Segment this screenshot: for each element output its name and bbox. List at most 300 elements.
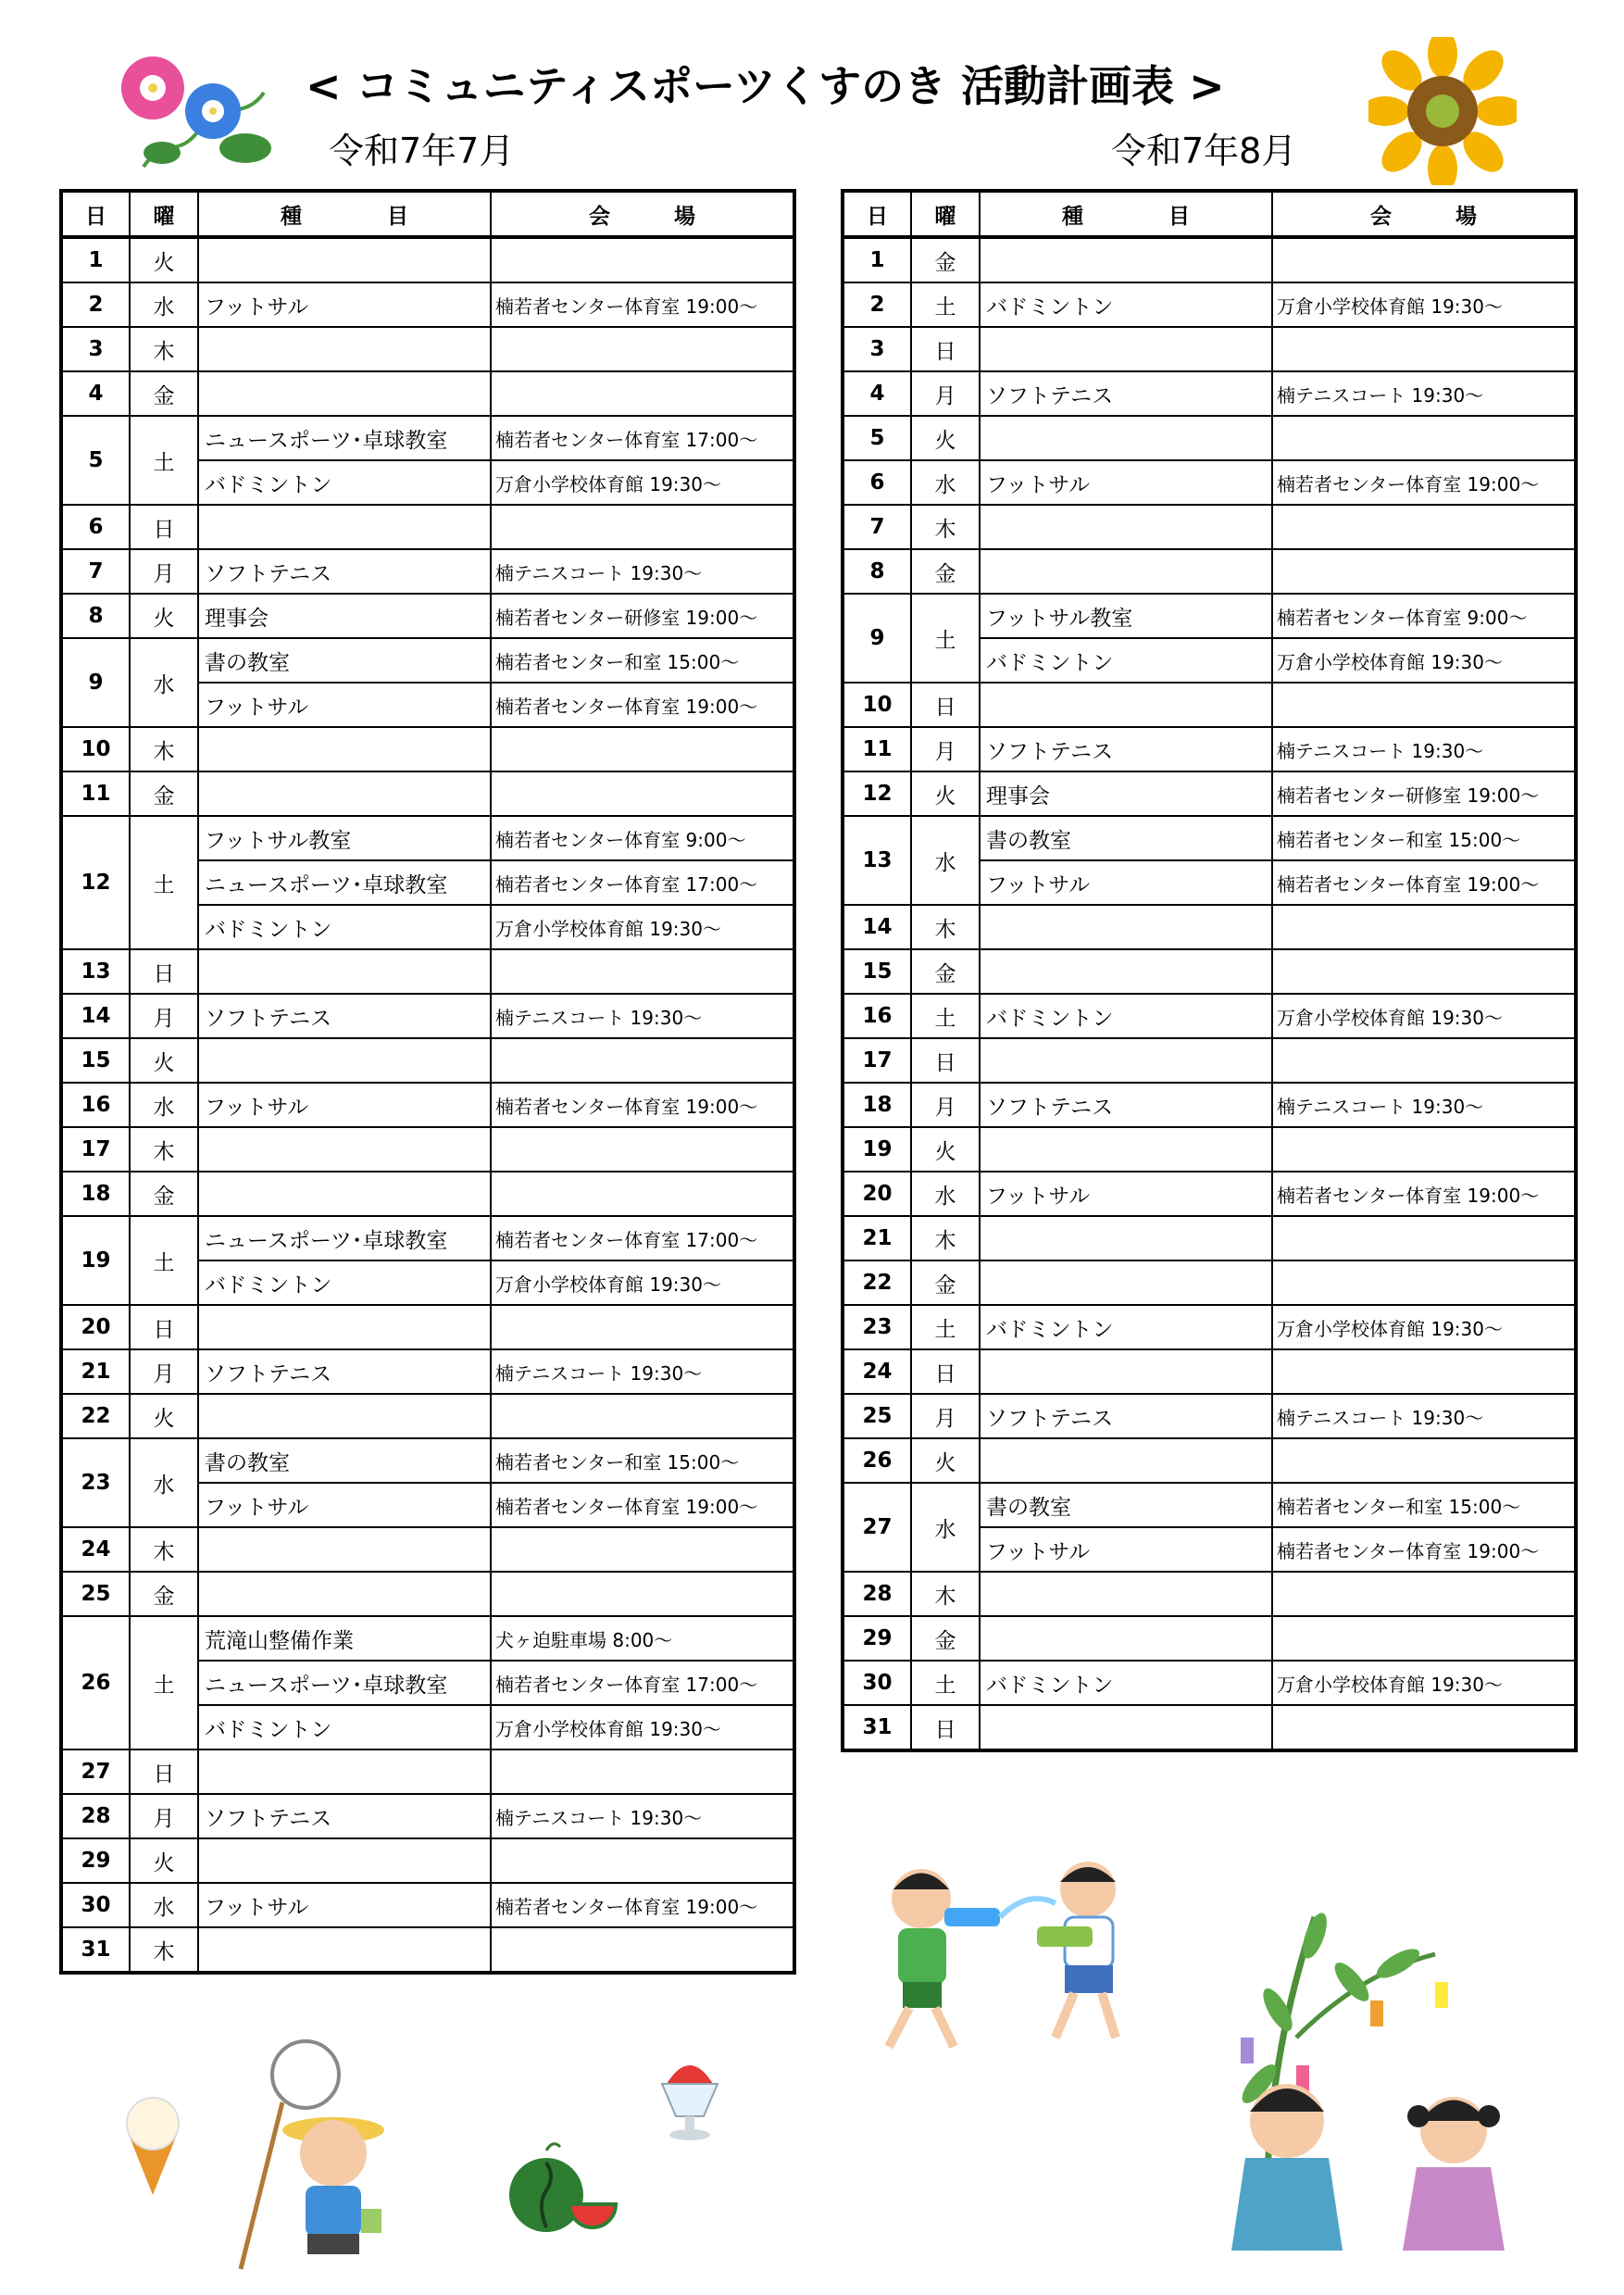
venue-cell [1272,1260,1576,1305]
table-row [61,638,794,683]
venue-cell: 楠若者センター体育室 17:00〜 [491,860,794,905]
weekday-cell: 金 [130,371,198,416]
table-row [843,1216,1576,1260]
table-row [61,816,794,860]
venue-cell [491,1038,794,1083]
header-weekday: 曜 [130,191,198,237]
table-row [843,549,1576,594]
weekday-cell: 日 [911,1705,980,1750]
table-row [61,1838,794,1883]
day-cell: 26 [843,1438,911,1483]
event-cell: バドミントン [198,460,491,505]
table-row [61,1794,794,1838]
weekday-cell: 土 [130,1616,198,1749]
venue-cell: 楠テニスコート 19:30〜 [1272,1394,1576,1438]
table-header-row [843,191,1576,237]
venue-cell [1272,1705,1576,1750]
venue-cell: 楠テニスコート 19:30〜 [491,1349,794,1394]
header-day: 日 [61,191,130,237]
event-cell: バドミントン [980,994,1272,1038]
table-row [843,1127,1576,1172]
table-row [61,594,794,638]
weekday-cell: 火 [130,1394,198,1438]
event-cell: ソフトテニス [198,1794,491,1838]
table-row [843,1083,1576,1127]
event-cell: バドミントン [198,1705,491,1749]
watermelon-icon [505,2139,620,2241]
day-cell: 17 [843,1038,911,1083]
weekday-cell: 火 [911,771,980,816]
header-event: 種 目 [198,191,491,237]
day-cell: 26 [61,1616,130,1749]
event-cell: ソフトテニス [980,727,1272,771]
event-cell [980,327,1272,371]
event-cell: フットサル教室 [980,594,1272,638]
weekday-cell: 月 [911,371,980,416]
day-cell: 22 [843,1260,911,1305]
table-row [843,416,1576,460]
venue-cell [1272,327,1576,371]
event-cell [980,949,1272,994]
event-cell [980,237,1272,282]
day-cell: 22 [61,1394,130,1438]
venue-cell: 楠若者センター体育室 19:00〜 [1272,1527,1576,1572]
page-title: < コミュニティスポーツくすのき 活動計画表 > [306,61,1225,111]
table-row [61,549,794,594]
table-row [843,683,1576,727]
venue-cell [1272,1038,1576,1083]
venue-cell: 万倉小学校体育館 19:30〜 [491,905,794,949]
event-cell: ニュースポーツ･卓球教室 [198,1661,491,1705]
event-cell: バドミントン [980,1661,1272,1705]
event-cell: バドミントン [980,282,1272,327]
event-cell [980,1216,1272,1260]
table-row [843,1038,1576,1083]
venue-cell [491,237,794,282]
event-cell: 書の教室 [198,1438,491,1483]
event-cell: ソフトテニス [198,549,491,594]
weekday-cell: 日 [911,1349,980,1394]
table-row [843,1483,1576,1527]
day-cell: 29 [61,1838,130,1883]
venue-cell [1272,905,1576,949]
venue-cell [1272,1349,1576,1394]
event-cell [198,237,491,282]
event-cell: バドミントン [198,1260,491,1305]
venue-cell: 犬ヶ迫駐車場 8:00〜 [491,1616,794,1661]
day-cell: 24 [61,1527,130,1572]
venue-cell: 楠若者センター研修室 19:00〜 [1272,771,1576,816]
weekday-cell: 日 [911,327,980,371]
event-cell [198,505,491,549]
table-row [61,1083,794,1127]
venue-cell [1272,549,1576,594]
venue-cell [1272,1216,1576,1260]
venue-cell [1272,505,1576,549]
weekday-cell: 日 [130,1305,198,1349]
august-rows [843,237,1576,1750]
table-row [843,1394,1576,1438]
weekday-cell: 日 [130,505,198,549]
table-row [843,282,1576,327]
weekday-cell: 日 [911,1038,980,1083]
event-cell: ソフトテニス [980,371,1272,416]
table-row [843,949,1576,994]
event-cell: 荒滝山整備作業 [198,1616,491,1661]
day-cell: 4 [843,371,911,416]
weekday-cell: 月 [911,727,980,771]
header-venue: 会 場 [1272,191,1576,237]
venue-cell [1272,416,1576,460]
table-row [843,771,1576,816]
event-cell: フットサル教室 [198,816,491,860]
event-cell [980,1038,1272,1083]
day-cell: 12 [61,816,130,949]
table-row [843,237,1576,282]
venue-cell: 楠若者センター和室 15:00〜 [1272,816,1576,860]
table-row [61,1527,794,1572]
day-cell: 1 [61,237,130,282]
event-cell: 理事会 [198,594,491,638]
venue-cell [491,1838,794,1883]
venue-cell [1272,683,1576,727]
event-cell: ニュースポーツ･卓球教室 [198,416,491,460]
table-row [61,727,794,771]
table-row [843,594,1576,638]
event-cell [198,371,491,416]
venue-cell: 楠テニスコート 19:30〜 [1272,1083,1576,1127]
table-row [61,282,794,327]
day-cell: 2 [61,282,130,327]
weekday-cell: 日 [911,683,980,727]
event-cell [980,416,1272,460]
shaved-ice-icon [648,2047,731,2144]
weekday-cell: 水 [130,282,198,327]
weekday-cell: 日 [130,1749,198,1794]
day-cell: 13 [843,816,911,905]
day-cell: 23 [61,1438,130,1527]
day-cell: 3 [61,327,130,371]
weekday-cell: 土 [130,1216,198,1305]
event-cell [198,771,491,816]
table-row [61,1172,794,1216]
venue-cell: 楠若者センター研修室 19:00〜 [491,594,794,638]
event-cell: 書の教室 [980,1483,1272,1527]
event-cell: ソフトテニス [980,1083,1272,1127]
venue-cell: 楠若者センター体育室 9:00〜 [1272,594,1576,638]
weekday-cell: 土 [911,594,980,683]
weekday-cell: 水 [911,816,980,905]
weekday-cell: 土 [911,1661,980,1705]
table-row [61,1349,794,1394]
ice-cream-icon [116,2088,190,2200]
day-cell: 30 [843,1661,911,1705]
venue-cell [1272,1127,1576,1172]
day-cell: 2 [843,282,911,327]
table-row [61,949,794,994]
event-cell [980,1705,1272,1750]
table-row [843,905,1576,949]
table-row [843,1305,1576,1349]
day-cell: 5 [843,416,911,460]
table-header-row [61,191,794,237]
event-cell: フットサル [980,1172,1272,1216]
day-cell: 12 [843,771,911,816]
weekday-cell: 水 [911,1172,980,1216]
venue-cell: 楠若者センター体育室 19:00〜 [491,1883,794,1927]
venue-cell: 楠若者センター体育室 17:00〜 [491,416,794,460]
venue-cell: 万倉小学校体育館 19:30〜 [491,460,794,505]
august-schedule-table [841,189,1578,1752]
table-row [61,1616,794,1661]
table-row [843,505,1576,549]
venue-cell: 楠若者センター体育室 19:00〜 [1272,460,1576,505]
event-cell [980,505,1272,549]
venue-cell: 楠若者センター体育室 17:00〜 [491,1216,794,1260]
event-cell: バドミントン [980,638,1272,683]
weekday-cell: 土 [911,1305,980,1349]
july-rows [61,237,794,1973]
event-cell [980,1616,1272,1661]
event-cell [198,1305,491,1349]
bug-net-boy-icon [231,2038,417,2278]
day-cell: 6 [843,460,911,505]
morning-glory-icon [106,46,292,185]
event-cell: ソフトテニス [980,1394,1272,1438]
venue-cell: 楠若者センター体育室 19:00〜 [491,1083,794,1127]
weekday-cell: 土 [911,994,980,1038]
table-row [843,1260,1576,1305]
weekday-cell: 金 [911,237,980,282]
venue-cell [491,1394,794,1438]
day-cell: 9 [843,594,911,683]
table-row [61,1927,794,1973]
header-event: 種 目 [980,191,1272,237]
event-cell [198,1394,491,1438]
table-row [843,994,1576,1038]
event-cell [198,727,491,771]
event-cell: フットサル [980,860,1272,905]
day-cell: 3 [843,327,911,371]
weekday-cell: 木 [911,505,980,549]
venue-cell: 楠若者センター和室 15:00〜 [491,638,794,683]
event-cell [980,1127,1272,1172]
day-cell: 19 [61,1216,130,1305]
event-cell: ソフトテニス [198,994,491,1038]
weekday-cell: 月 [911,1083,980,1127]
day-cell: 30 [61,1883,130,1927]
weekday-cell: 水 [130,638,198,727]
venue-cell: 楠テニスコート 19:30〜 [491,994,794,1038]
venue-cell [491,949,794,994]
table-row [61,1216,794,1260]
day-cell: 21 [843,1216,911,1260]
weekday-cell: 木 [911,1216,980,1260]
day-cell: 15 [843,949,911,994]
venue-cell [491,1527,794,1572]
weekday-cell: 木 [911,1572,980,1616]
weekday-cell: 木 [130,327,198,371]
venue-cell [491,1305,794,1349]
day-cell: 25 [843,1394,911,1438]
table-row [61,505,794,549]
table-row [843,327,1576,371]
table-row [843,1172,1576,1216]
day-cell: 20 [843,1172,911,1216]
table-row [61,416,794,460]
venue-cell: 楠若者センター体育室 9:00〜 [491,816,794,860]
weekday-cell: 木 [130,1927,198,1973]
table-row [843,460,1576,505]
event-cell [198,1749,491,1794]
day-cell: 15 [61,1038,130,1083]
day-cell: 21 [61,1349,130,1394]
venue-cell: 楠若者センター体育室 19:00〜 [491,282,794,327]
event-cell: フットサル [198,1483,491,1527]
day-cell: 7 [843,505,911,549]
event-cell: ソフトテニス [198,1349,491,1394]
venue-cell: 楠若者センター体育室 19:00〜 [491,683,794,727]
venue-cell [491,1172,794,1216]
event-cell [980,1349,1272,1394]
event-cell: 書の教室 [980,816,1272,860]
table-row [843,1438,1576,1483]
table-row [843,1349,1576,1394]
day-cell: 1 [843,237,911,282]
day-cell: 13 [61,949,130,994]
event-cell [980,1260,1272,1305]
weekday-cell: 水 [911,460,980,505]
weekday-cell: 土 [911,282,980,327]
venue-cell: 万倉小学校体育館 19:30〜 [1272,994,1576,1038]
event-cell: バドミントン [980,1305,1272,1349]
weekday-cell: 日 [130,949,198,994]
venue-cell: 万倉小学校体育館 19:30〜 [1272,1661,1576,1705]
event-cell [198,1572,491,1616]
july-schedule-table [59,189,796,1975]
header-weekday: 曜 [911,191,980,237]
venue-cell: 楠若者センター和室 15:00〜 [491,1438,794,1483]
venue-cell: 楠テニスコート 19:30〜 [491,549,794,594]
day-cell: 8 [843,549,911,594]
venue-cell [491,771,794,816]
event-cell: 理事会 [980,771,1272,816]
venue-cell [1272,1572,1576,1616]
day-cell: 5 [61,416,130,505]
venue-cell [491,327,794,371]
table-row [843,1572,1576,1616]
day-cell: 7 [61,549,130,594]
venue-cell: 楠若者センター体育室 19:00〜 [491,1483,794,1527]
weekday-cell: 月 [130,1794,198,1838]
day-cell: 25 [61,1572,130,1616]
day-cell: 14 [843,905,911,949]
day-cell: 19 [843,1127,911,1172]
weekday-cell: 月 [130,549,198,594]
venue-cell [491,505,794,549]
event-cell [198,1127,491,1172]
event-cell: フットサル [198,282,491,327]
weekday-cell: 水 [911,1483,980,1572]
weekday-cell: 火 [130,1838,198,1883]
event-cell: 書の教室 [198,638,491,683]
venue-cell [491,1749,794,1794]
venue-cell: 楠テニスコート 19:30〜 [1272,371,1576,416]
day-cell: 28 [843,1572,911,1616]
day-cell: 16 [843,994,911,1038]
july-label: 令和7年7月 [329,131,515,171]
weekday-cell: 火 [911,416,980,460]
weekday-cell: 木 [130,727,198,771]
weekday-cell: 火 [130,237,198,282]
weekday-cell: 木 [130,1527,198,1572]
table-row [61,371,794,416]
venue-cell [1272,237,1576,282]
day-cell: 29 [843,1616,911,1661]
venue-cell: 楠若者センター和室 15:00〜 [1272,1483,1576,1527]
sunflower-icon [1368,37,1517,185]
table-row [843,1705,1576,1750]
event-cell: フットサル [980,1527,1272,1572]
weekday-cell: 火 [911,1127,980,1172]
august-label: 令和7年8月 [1111,131,1297,171]
event-cell: ニュースポーツ･卓球教室 [198,1216,491,1260]
event-cell: ニュースポーツ･卓球教室 [198,860,491,905]
venue-cell: 万倉小学校体育館 19:30〜 [1272,638,1576,683]
table-row [843,1661,1576,1705]
table-row [61,237,794,282]
weekday-cell: 金 [130,1172,198,1216]
weekday-cell: 火 [911,1438,980,1483]
event-cell: バドミントン [198,905,491,949]
day-cell: 9 [61,638,130,727]
weekday-cell: 金 [911,1260,980,1305]
day-cell: 10 [61,727,130,771]
day-cell: 14 [61,994,130,1038]
table-row [61,1749,794,1794]
venue-cell: 楠若者センター体育室 19:00〜 [1272,860,1576,905]
table-row [61,1305,794,1349]
day-cell: 18 [843,1083,911,1127]
venue-cell: 楠テニスコート 19:30〜 [1272,727,1576,771]
day-cell: 10 [843,683,911,727]
event-cell [198,1527,491,1572]
event-cell [198,1038,491,1083]
tanabata-kids-icon [1157,1899,1574,2269]
header-venue: 会 場 [491,191,794,237]
venue-cell [491,1927,794,1973]
event-cell [980,1572,1272,1616]
weekday-cell: 月 [130,994,198,1038]
weekday-cell: 火 [130,1038,198,1083]
table-row [61,1038,794,1083]
weekday-cell: 水 [130,1438,198,1527]
event-cell: フットサル [198,1083,491,1127]
venue-cell: 万倉小学校体育館 19:30〜 [1272,282,1576,327]
day-cell: 27 [843,1483,911,1572]
table-row [61,1127,794,1172]
venue-cell: 万倉小学校体育館 19:30〜 [1272,1305,1576,1349]
weekday-cell: 木 [130,1127,198,1172]
venue-cell [491,371,794,416]
venue-cell: 楠若者センター体育室 19:00〜 [1272,1172,1576,1216]
table-row [843,371,1576,416]
table-row [61,1883,794,1927]
weekday-cell: 金 [130,771,198,816]
water-gun-kids-icon [852,1852,1157,2065]
header-day: 日 [843,191,911,237]
day-cell: 31 [843,1705,911,1750]
